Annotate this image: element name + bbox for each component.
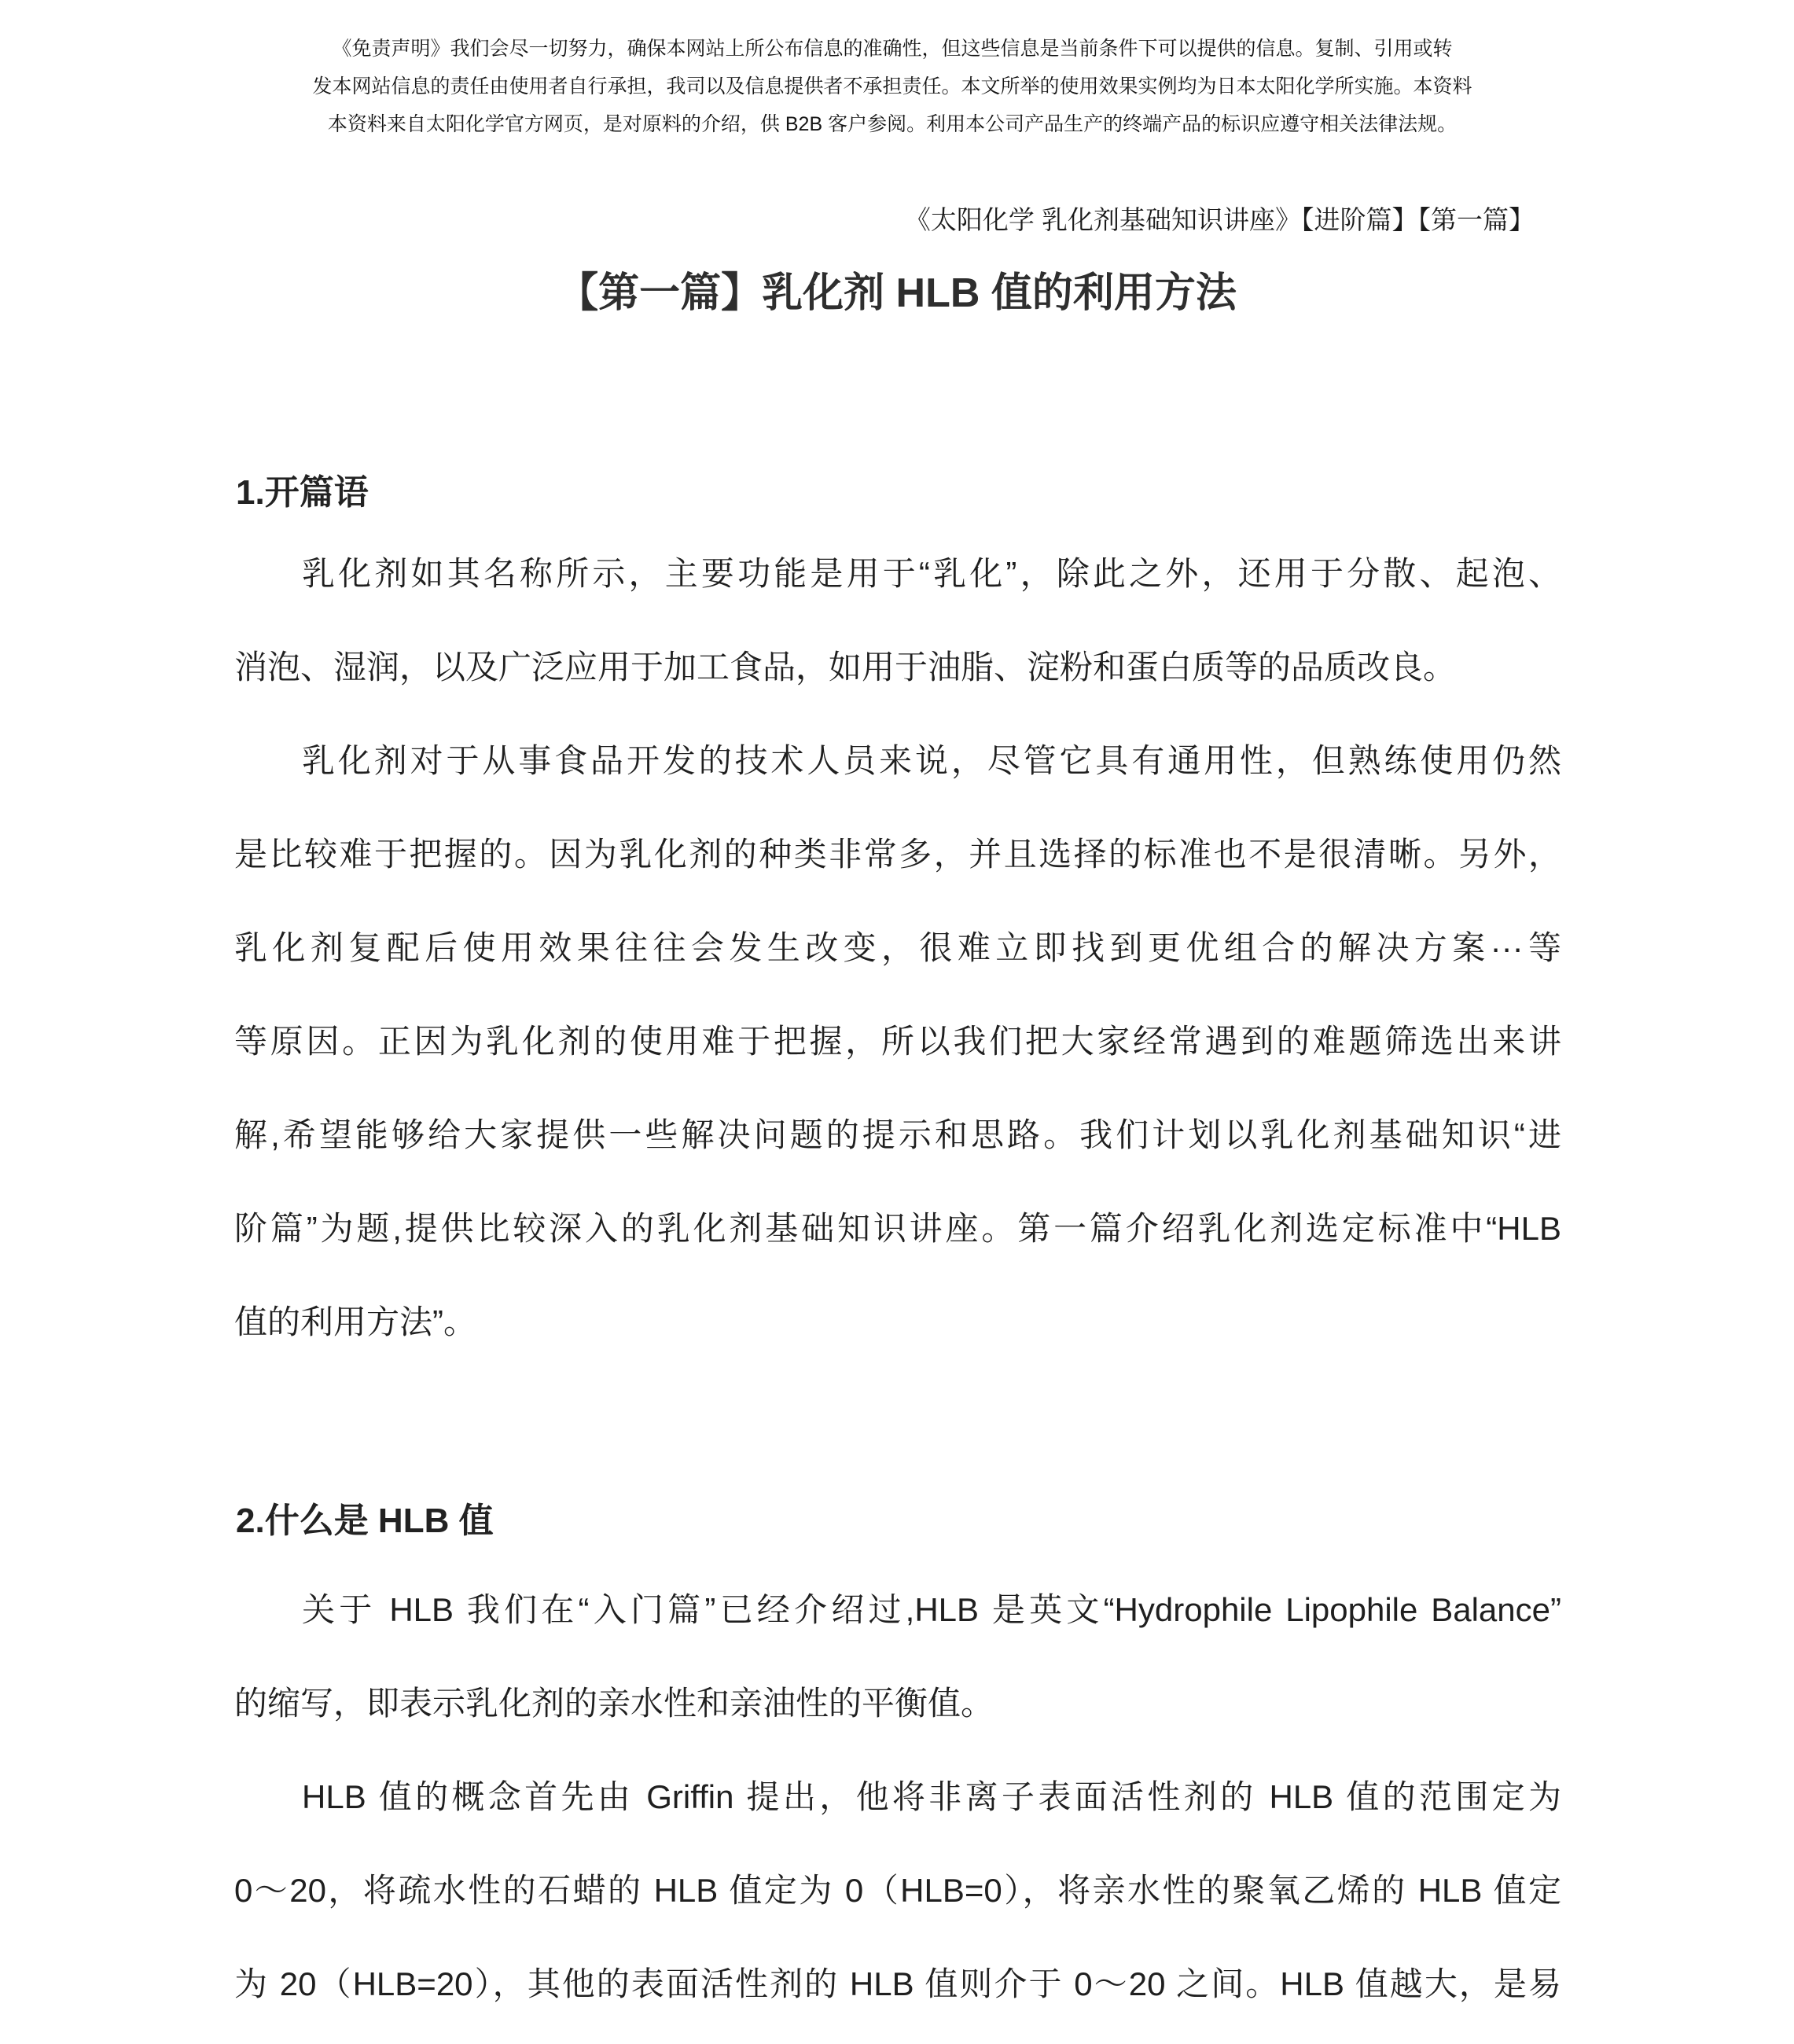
section-2-heading: 2.什么是 HLB 值 <box>236 1502 494 1540</box>
disclaimer-line: 《免责声明》我们会尽一切努力，确保本网站上所公布信息的准确性，但这些信息是当前条件下可以提供的信息。复制、引用或转 <box>332 38 1453 60</box>
body-line: 关于 HLB 我们在“入门篇”已经介绍过,HLB 是英文“Hydrophile Lipophile Balance” <box>302 1591 1561 1628</box>
disclaimer <box>204 30 1580 143</box>
body-line: HLB 值的概念首先由 Griffin 提出，他将非离子表面活性剂的 HLB 值的范围定为 <box>302 1778 1561 1815</box>
body-line: 是比较难于把握的。因为乳化剂的种类非常多，并且选择的标准也不是很清晰。另外， <box>234 836 1561 873</box>
body-line: 的缩写，即表示乳化剂的亲水性和亲油性的平衡值。 <box>234 1685 994 1722</box>
page-title: 【第一篇】乳化剂 HLB 值的利用方法 <box>557 270 1237 316</box>
body-line: 值的利用方法”。 <box>234 1303 476 1340</box>
body-line: 乳化剂对于从事食品开发的技术人员来说，尽管它具有通用性，但熟练使用仍然 <box>302 742 1561 779</box>
body-line: 乳化剂如其名称所示，主要功能是用于“乳化”，除此之外，还用于分散、起泡、 <box>302 555 1561 592</box>
section-2-body <box>234 1563 1561 2031</box>
section-1-heading: 1.开篇语 <box>236 473 369 512</box>
body-line: 解,希望能够给大家提供一些解决问题的提示和思路。我们计划以乳化剂基础知识“进 <box>234 1116 1561 1153</box>
series-caption: 《太阳化学 乳化剂基础知识讲座》【进阶篇】【第一篇】 <box>904 205 1535 234</box>
disclaimer-line: 发本网站信息的责任由使用者自行承担，我司以及信息提供者不承担责任。本文所举的使用效果实例均为日本太阳化学所实施。本资料 <box>312 75 1472 97</box>
section-1-body <box>234 527 1561 1369</box>
body-line: 等原因。正因为乳化剂的使用难于把握，所以我们把大家经常遇到的难题筛选出来讲 <box>234 1023 1561 1060</box>
disclaimer-line: 本资料来自太阳化学官方网页，是对原料的介绍，供 B2B 客户参阅。利用本公司产品生产的终端产品的标识应遵守相关法律法规。 <box>327 113 1458 135</box>
body-line: 阶篇”为题,提供比较深入的乳化剂基础知识讲座。第一篇介绍乳化剂选定标准中“HLB <box>234 1210 1561 1247</box>
body-line: 为 20（HLB=20），其他的表面活性剂的 HLB 值则介于 0～20 之间。HLB 值越大，是易 <box>234 1965 1561 2002</box>
body-line: 乳化剂复配后使用效果往往会发生改变，很难立即找到更优组合的解决方案···等 <box>234 929 1561 966</box>
body-line: 0～20，将疏水性的石蜡的 HLB 值定为 0（HLB=0），将亲水性的聚氧乙烯的 HLB 值定 <box>234 1872 1561 1909</box>
body-line: 消泡、湿润，以及广泛应用于加工食品，如用于油脂、淀粉和蛋白质等的品质改良。 <box>234 649 1457 686</box>
